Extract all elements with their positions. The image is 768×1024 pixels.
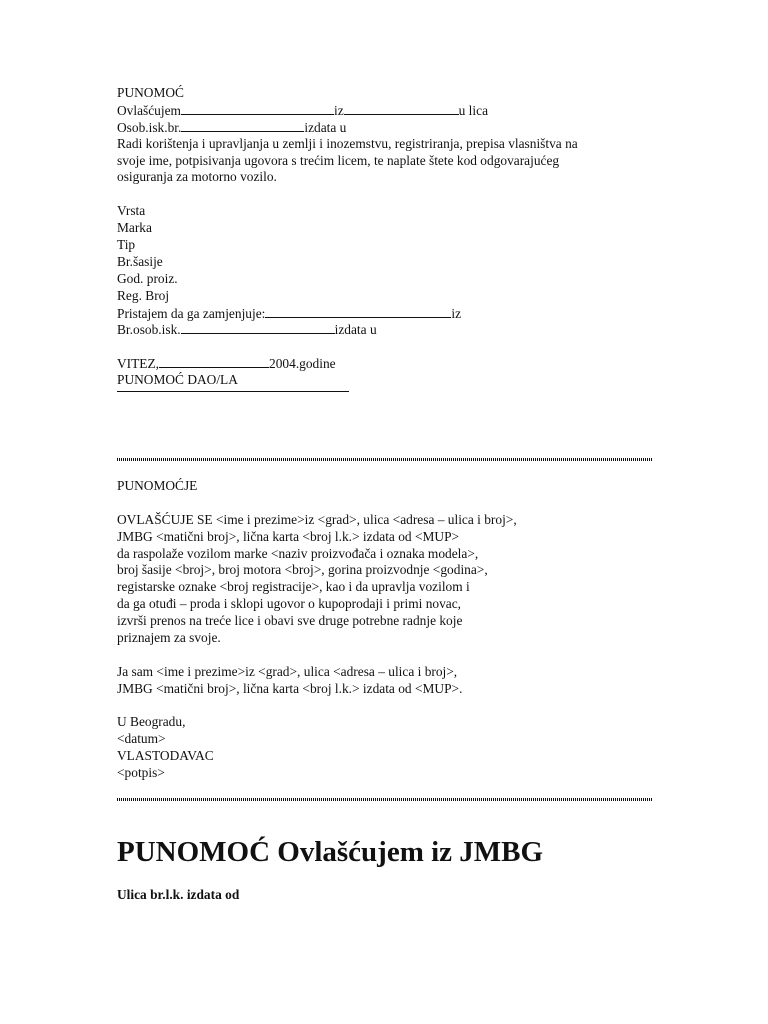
page-heading: PUNOMOĆ Ovlašćujem iz JMBG	[117, 836, 544, 868]
issued-in-label: izdata u	[334, 322, 377, 338]
to-person-label: u lica	[458, 102, 489, 118]
vehicle-field: Br.šasije	[117, 253, 163, 269]
place-label: VITEZ,	[117, 356, 160, 372]
vehicle-field: Marka	[117, 220, 152, 236]
body-line: svoje ime, potpisivanja ugovora s trećim licem, te naplate štete kod odgovarajućeg	[117, 152, 560, 168]
year-label: 2004.godine	[269, 356, 336, 372]
paragraph-line: Ja sam <ime i prezime>iz <grad>, ulica <adresa – ulica i broj>,	[117, 663, 458, 679]
substitute-name-blank	[265, 305, 451, 318]
paragraph-line: broj šasije <broj>, broj motora <broj>, gorina proizvodnje <godina>,	[117, 562, 488, 578]
from-label: iz	[451, 305, 462, 321]
substitute-id-blank	[181, 321, 335, 334]
section-separator	[117, 798, 653, 801]
id-number-label: Osob.isk.br.	[117, 119, 182, 135]
substitute-id-label: Br.osob.isk.	[117, 322, 181, 338]
doc2-title: PUNOMOĆJE	[117, 478, 198, 493]
vehicle-field: Tip	[117, 237, 136, 253]
power-of-attorney-form	[117, 85, 657, 392]
id-line	[117, 119, 657, 136]
authorized-name-blank	[181, 102, 334, 115]
paragraph-line: registarske oznake <broj registracije>, kao i da upravlja vozilom i	[117, 579, 470, 595]
paragraph-line: da raspolaže vozilom marke <naziv proizvođača i oznaka modela>,	[117, 545, 479, 561]
paragraph-line: da ga otuđi – proda i sklopi ugovor o kupoprodaji i primi novac,	[117, 596, 462, 612]
closing-line: VLASTODAVAC	[117, 748, 214, 764]
paragraph-line: JMBG <matični broj>, lična karta <broj l.k.> izdata od <MUP>.	[117, 680, 463, 696]
body-line: Radi korištenja i upravljanja u zemlji i inozemstvu, registriranja, prepisa vlasništva na	[117, 135, 578, 151]
signature-line	[117, 391, 349, 392]
issued-in-label: izdata u	[304, 119, 347, 135]
vehicle-field: Vrsta	[117, 203, 146, 219]
substitute-line	[117, 305, 657, 322]
closing-line: U Beogradu,	[117, 714, 186, 730]
paragraph-line: izvrši prenos na treće lice i obavi sve druge potrebne radnje koje	[117, 613, 463, 629]
date-blank	[159, 355, 269, 368]
id-number-blank	[181, 119, 304, 132]
closing-line: <datum>	[117, 731, 166, 747]
authorize-line	[117, 102, 657, 119]
city-blank	[344, 102, 459, 115]
closing-line: <potpis>	[117, 765, 165, 781]
authorize-label: Ovlašćujem	[117, 102, 181, 118]
vehicle-field: Reg. Broj	[117, 287, 170, 303]
paragraph-line: JMBG <matični broj>, lična karta <broj l.k.> izdata od <MUP>	[117, 528, 460, 544]
section-separator	[117, 458, 653, 461]
substitute-label: Pristajem da ga zamjenjuje:	[117, 305, 266, 321]
grantor-label: PUNOMOĆ DAO/LA	[117, 372, 238, 388]
from-label: iz	[333, 102, 344, 118]
body-line: osiguranja za motorno vozilo.	[117, 169, 277, 185]
substitute-id-line	[117, 321, 657, 338]
power-of-attorney-template	[117, 478, 657, 782]
doc1-title: PUNOMOĆ	[117, 85, 184, 100]
place-date-line	[117, 355, 657, 372]
page-subheading: Ulica br.l.k. izdata od	[117, 887, 240, 902]
paragraph-line: priznajem za svoje.	[117, 630, 221, 646]
paragraph-line: OVLAŠĆUJE SE <ime i prezime>iz <grad>, ulica <adresa – ulica i broj>,	[117, 511, 517, 527]
vehicle-field: God. proiz.	[117, 270, 178, 286]
